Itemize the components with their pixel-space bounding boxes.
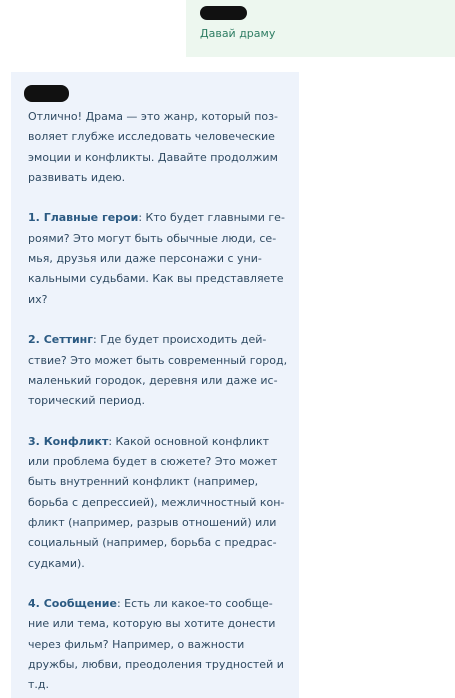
item-line: социальный (например, борьба с предрас-: [28, 536, 277, 550]
item-line: дружбы, любви, преодоления трудностей и: [28, 658, 284, 672]
item-line: кальными судьбами. Как вы представляете: [28, 272, 284, 286]
list-item-setting: 2. Сеттинг: Где будет происходить дей-: [28, 333, 267, 347]
list-item-message: 4. Сообщение: Есть ли какое-то сообще-: [28, 597, 273, 611]
intro-line: эмоции и конфликты. Давайте продолжим: [28, 150, 278, 164]
item-heading: 3. Конфликт: [28, 434, 109, 448]
item-line: мья, друзья или даже персонажи с уни-: [28, 252, 262, 266]
intro-line: развивать идею.: [28, 170, 126, 184]
item-heading: 4. Сообщение: [28, 597, 117, 611]
item-line: или проблема будет в сюжете? Это может: [28, 455, 278, 469]
list-item-conflict: 3. Конфликт: Какой основной конфликт: [28, 434, 270, 448]
item-line: борьба с депрессией), межличностный кон-: [28, 495, 285, 509]
item-line: т.д.: [28, 678, 50, 692]
item-line: фликт (например, разрыв отношений) или: [28, 515, 277, 529]
item-line: судками).: [28, 556, 85, 570]
item-line: ние или тема, которую вы хотите донести: [28, 617, 276, 631]
user-name-redacted: [200, 6, 247, 20]
intro-line: Отлично! Драма — это жанр, который поз-: [28, 110, 278, 123]
item-line: маленький городок, деревня или даже ис-: [28, 373, 278, 387]
assistant-message-text: [28, 107, 290, 696]
assistant-message-bubble: [11, 72, 299, 698]
item-line: роями? Это могут быть обычные люди, се-: [28, 231, 277, 245]
item-line: через фильм? Например, о важности: [28, 637, 245, 651]
item-line: торический период.: [28, 394, 145, 408]
assistant-name-redacted: [24, 85, 69, 102]
user-message-bubble: [186, 0, 455, 57]
item-heading: 2. Сеттинг: [28, 333, 94, 347]
user-message-text: Давай драму: [200, 27, 276, 40]
intro-line: воляет глубже исследовать человеческие: [28, 130, 275, 144]
item-line: быть внутренний конфликт (например,: [28, 475, 259, 489]
item-line: ствие? Это может быть современный город,: [28, 353, 288, 367]
item-line: их?: [28, 292, 48, 306]
item-heading: 1. Главные герои: [28, 211, 139, 225]
list-item-main-characters: 1. Главные герои: Кто будет главными ге-: [28, 211, 285, 225]
